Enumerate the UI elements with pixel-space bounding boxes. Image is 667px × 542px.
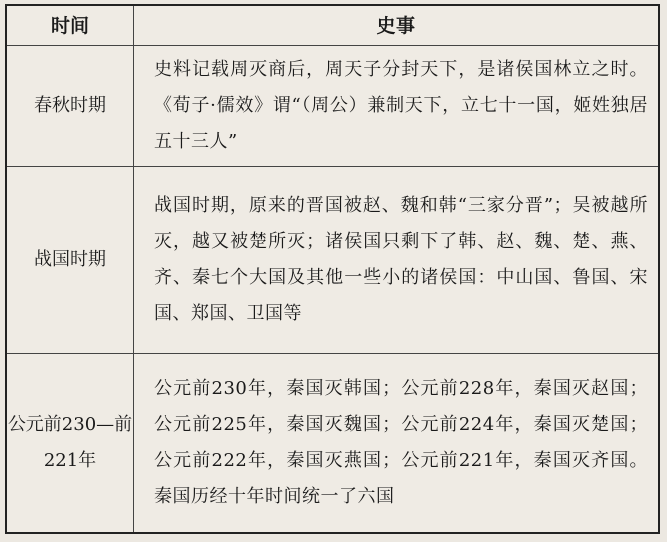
row-event: 战国时期，原来的晋国被赵、魏和韩“三家分晋”；吴被越所灭，越又被楚所灭；诸侯国只剩下了韩、赵、魏、楚、燕、齐、秦七个大国及其他一些小的诸侯国：中山国、鲁国、宋国、郑国、卫国等	[154, 195, 648, 324]
header-time: 时间	[7, 6, 134, 45]
row-time: 公元前230—前221年	[7, 354, 134, 532]
row-event: 史料记载周灭商后，周天子分封天下，是诸侯国林立之时。《荀子·儒效》谓“（周公）兼制天下，立七十一国，姬姓独居五十三人”	[154, 59, 648, 152]
table-row	[7, 354, 658, 532]
table-header-row	[7, 6, 658, 46]
row-time: 战国时期	[7, 167, 134, 353]
history-table	[5, 4, 660, 534]
table-row	[7, 46, 658, 167]
row-event: 公元前230年，秦国灭韩国；公元前228年，秦国灭赵国；公元前225年，秦国灭魏国；公元前224年，秦国灭楚国；公元前222年，秦国灭燕国；公元前221年，秦国灭齐国。秦国历经十年时间统一了六国	[154, 378, 648, 507]
row-time: 春秋时期	[7, 46, 134, 166]
table-row	[7, 167, 658, 354]
header-event: 史事	[376, 14, 416, 37]
